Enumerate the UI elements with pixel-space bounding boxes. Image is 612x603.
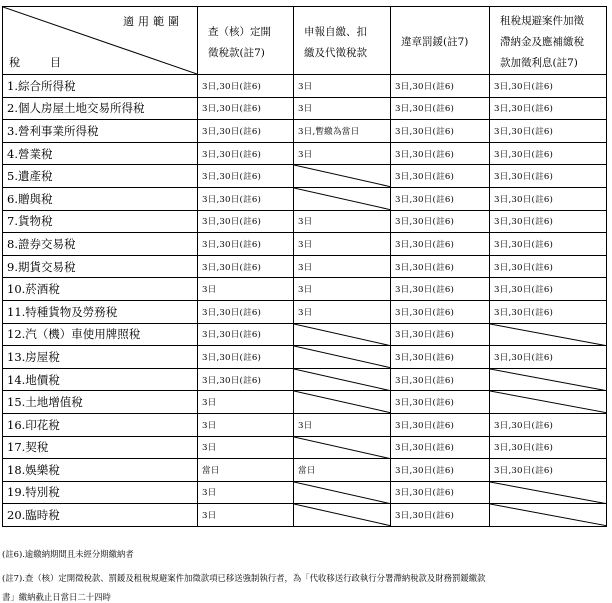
header-col4-line: 租稅規避案件加徵 [500, 15, 584, 27]
deadline-cell-c1: 當日 [198, 459, 294, 482]
corner-scope-label: 適用範圍 [123, 15, 183, 28]
deadline-cell-c1: 3日,30日(註6) [198, 255, 294, 278]
deadline-cell-c3: 3日,30日(註6) [391, 504, 490, 527]
tax-item-cell: 19.特別稅 [3, 481, 198, 504]
tax-item-cell: 12.汽（機）車使用牌照稅 [3, 323, 198, 346]
header-col2-line: 繳及代徵稅款 [304, 46, 367, 59]
deadline-cell-c1: 3日,30日(註6) [198, 233, 294, 256]
not-applicable-cell [294, 323, 391, 346]
not-applicable-cell [294, 481, 391, 504]
deadline-cell-c1: 3日 [198, 391, 294, 414]
deadline-cell-c1: 3日,30日(註6) [198, 210, 294, 233]
header-col1-line: 徵稅款(註7) [208, 46, 265, 59]
deadline-cell-c4: 3日,30日(註6) [490, 142, 607, 165]
deadline-cell-c3: 3日,30日(註6) [391, 278, 490, 301]
deadline-cell-c3: 3日,30日(註6) [391, 210, 490, 233]
diagonal-slash-icon [294, 482, 390, 504]
table-row [3, 255, 607, 278]
tax-item-cell: 13.房屋稅 [3, 346, 198, 369]
deadline-cell-c1: 3日,30日(註6) [198, 142, 294, 165]
deadline-cell-c3: 3日,30日(註6) [391, 233, 490, 256]
deadline-cell-c1: 3日 [198, 278, 294, 301]
deadline-cell-c1: 3日,30日(註6) [198, 120, 294, 143]
diagonal-slash-icon [294, 437, 390, 459]
diagonal-slash-icon [294, 391, 390, 413]
table-row [3, 278, 607, 301]
tax-item-cell: 3.營利事業所得稅 [3, 120, 198, 143]
header-col3-line: 違章罰鍰(註7) [401, 36, 469, 48]
deadline-cell-c4: 3日,30日(註6) [490, 187, 607, 210]
tax-item-cell: 1.綜合所得稅 [3, 75, 198, 98]
deadline-cell-c2: 3日 [294, 413, 391, 436]
not-applicable-cell [294, 165, 391, 188]
deadline-cell-c2: 3日 [294, 278, 391, 301]
not-applicable-cell [294, 346, 391, 369]
table-row [3, 391, 607, 414]
deadline-cell-c3: 3日,30日(註6) [391, 436, 490, 459]
deadline-cell-c3: 3日,30日(註6) [391, 165, 490, 188]
deadline-cell-c3: 3日,30日(註6) [391, 187, 490, 210]
diagonal-slash-icon [294, 188, 390, 210]
deadline-cell-c1: 3日 [198, 481, 294, 504]
table-row [3, 210, 607, 233]
tax-item-cell: 16.印花稅 [3, 413, 198, 436]
deadline-cell-c2: 3日 [294, 210, 391, 233]
tax-item-cell: 7.貨物稅 [3, 210, 198, 233]
deadline-cell-c4: 3日,30日(註6) [490, 300, 607, 323]
header-corner [3, 7, 198, 75]
tax-item-cell: 2.個人房屋土地交易所得稅 [3, 97, 198, 120]
deadline-cell-c1: 3日,30日(註6) [198, 300, 294, 323]
diagonal-slash-icon [294, 324, 390, 346]
table-row [3, 481, 607, 504]
header-row [3, 7, 607, 75]
not-applicable-cell [294, 436, 391, 459]
note-6: (註6).逾繳納期間且未經分期繳納者 [2, 549, 134, 559]
deadline-cell-c3: 3日,30日(註6) [391, 459, 490, 482]
tax-item-cell: 17.契稅 [3, 436, 198, 459]
deadline-cell-c4: 3日,30日(註6) [490, 233, 607, 256]
tax-item-cell: 18.娛樂稅 [3, 459, 198, 482]
deadline-cell-c3: 3日,30日(註6) [391, 300, 490, 323]
tax-item-cell: 4.營業稅 [3, 142, 198, 165]
header-col1-line: 查（核）定開 [208, 25, 271, 38]
deadline-cell-c1: 3日,30日(註6) [198, 323, 294, 346]
diagonal-slash-icon [294, 165, 390, 187]
deadline-cell-c3: 3日,30日(註6) [391, 481, 490, 504]
deadline-cell-c2: 3日 [294, 142, 391, 165]
deadline-cell-c4: 3日,30日(註6) [490, 346, 607, 369]
deadline-cell-c3: 3日,30日(註6) [391, 75, 490, 98]
note-7-line-1: (註7).查（核）定開徵稅款、罰鍰及租稅規避案件加徵款項已移送強制執行者，為「代收移送行政執行分署滯納稅款及財務罰鍰繳款 [2, 573, 486, 583]
deadline-cell-c2: 3日,暫繳為當日 [294, 120, 391, 143]
not-applicable-cell [294, 187, 391, 210]
table-row [3, 368, 607, 391]
deadline-cell-c1: 3日,30日(註6) [198, 75, 294, 98]
deadline-cell-c3: 3日,30日(註6) [391, 346, 490, 369]
deadline-cell-c1: 3日,30日(註6) [198, 165, 294, 188]
deadline-cell-c2: 3日 [294, 97, 391, 120]
not-applicable-cell [490, 323, 607, 346]
tax-item-cell: 10.菸酒稅 [3, 278, 198, 301]
deadline-cell-c2: 3日 [294, 75, 391, 98]
deadline-cell-c3: 3日,30日(註6) [391, 368, 490, 391]
deadline-cell-c4: 3日,30日(註6) [490, 97, 607, 120]
tax-item-cell: 8.證券交易稅 [3, 233, 198, 256]
deadline-cell-c1: 3日 [198, 413, 294, 436]
table-row [3, 346, 607, 369]
table-row [3, 504, 607, 527]
header-col2 [294, 7, 391, 75]
table-row [3, 413, 607, 436]
tax-item-cell: 14.地價稅 [3, 368, 198, 391]
table-row [3, 120, 607, 143]
header-col1 [198, 7, 294, 75]
deadline-cell-c1: 3日 [198, 436, 294, 459]
tax-item-cell: 11.特種貨物及勞務稅 [3, 300, 198, 323]
deadline-cell-c4: 3日,30日(註6) [490, 120, 607, 143]
deadline-cell-c1: 3日,30日(註6) [198, 368, 294, 391]
note-7-line-2: 書」繳納截止日當日二十四時 [2, 592, 111, 602]
not-applicable-cell [490, 481, 607, 504]
tax-item-cell: 9.期貨交易稅 [3, 255, 198, 278]
tax-item-cell: 5.遺產稅 [3, 165, 198, 188]
deadline-cell-c4: 3日,30日(註6) [490, 165, 607, 188]
header-col2-line: 申報自繳、扣 [304, 25, 367, 38]
deadline-cell-c3: 3日,30日(註6) [391, 391, 490, 414]
diagonal-slash-icon [294, 504, 390, 526]
diagonal-slash-icon [294, 369, 390, 391]
table-row [3, 300, 607, 323]
table-row [3, 165, 607, 188]
deadline-cell-c4: 3日,30日(註6) [490, 413, 607, 436]
deadline-cell-c4: 3日,30日(註6) [490, 459, 607, 482]
diagonal-slash-icon [490, 324, 606, 346]
deadline-cell-c3: 3日,30日(註6) [391, 142, 490, 165]
diagonal-slash-icon [490, 504, 606, 526]
corner-item-label: 稅目 [9, 56, 91, 69]
deadline-cell-c2: 當日 [294, 459, 391, 482]
header-col4 [490, 7, 607, 75]
deadline-cell-c1: 3日,30日(註6) [198, 346, 294, 369]
table-row [3, 233, 607, 256]
tax-deadline-table [2, 6, 607, 527]
header-col4-line: 滯納金及應補繳稅 [500, 36, 584, 48]
deadline-cell-c3: 3日,30日(註6) [391, 255, 490, 278]
not-applicable-cell [490, 504, 607, 527]
deadline-cell-c4: 3日,30日(註6) [490, 210, 607, 233]
table-row [3, 459, 607, 482]
not-applicable-cell [294, 504, 391, 527]
deadline-cell-c3: 3日,30日(註6) [391, 97, 490, 120]
diagonal-slash-icon [490, 482, 606, 504]
deadline-cell-c2: 3日 [294, 300, 391, 323]
deadline-cell-c3: 3日,30日(註6) [391, 413, 490, 436]
deadline-cell-c1: 3日,30日(註6) [198, 97, 294, 120]
deadline-cell-c2: 3日 [294, 233, 391, 256]
not-applicable-cell [490, 391, 607, 414]
deadline-cell-c4: 3日,30日(註6) [490, 255, 607, 278]
table-row [3, 75, 607, 98]
tax-item-cell: 6.贈與稅 [3, 187, 198, 210]
diagonal-slash-icon [490, 391, 606, 413]
deadline-cell-c4: 3日,30日(註6) [490, 75, 607, 98]
deadline-cell-c1: 3日 [198, 504, 294, 527]
table-row [3, 323, 607, 346]
header-col3 [391, 7, 490, 75]
deadline-cell-c2: 3日 [294, 255, 391, 278]
table-body [3, 75, 607, 527]
table-row [3, 436, 607, 459]
diagonal-slash-icon [490, 369, 606, 391]
header-col4-line: 款加徵利息(註7) [500, 57, 578, 69]
not-applicable-cell [294, 368, 391, 391]
not-applicable-cell [490, 368, 607, 391]
deadline-cell-c4: 3日,30日(註6) [490, 436, 607, 459]
deadline-cell-c4: 3日,30日(註6) [490, 278, 607, 301]
diagonal-slash-icon [294, 346, 390, 368]
not-applicable-cell [294, 391, 391, 414]
deadline-cell-c3: 3日,30日(註6) [391, 120, 490, 143]
table-row [3, 187, 607, 210]
deadline-cell-c1: 3日,30日(註6) [198, 187, 294, 210]
table-row [3, 97, 607, 120]
tax-item-cell: 15.土地增值稅 [3, 391, 198, 414]
tax-item-cell: 20.臨時稅 [3, 504, 198, 527]
table-row [3, 142, 607, 165]
deadline-cell-c3: 3日,30日(註6) [391, 323, 490, 346]
